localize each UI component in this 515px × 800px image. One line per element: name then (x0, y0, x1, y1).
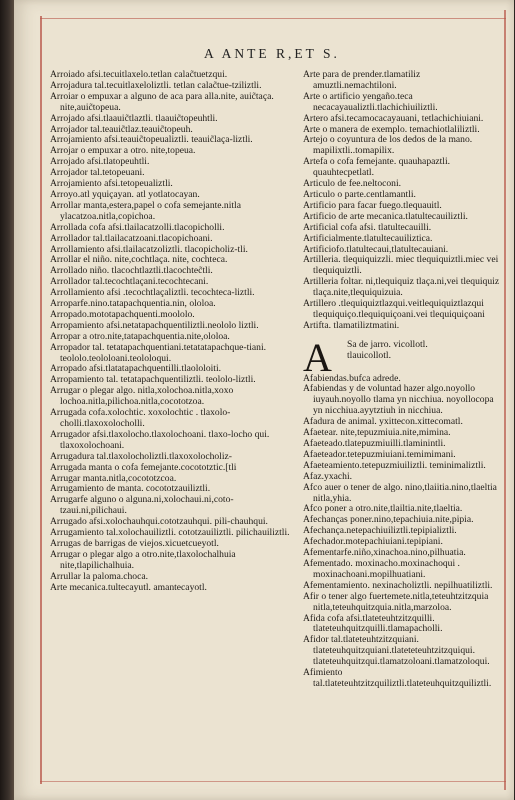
dictionary-entry: Arrollador tal.tecochtlaçani.tecochtecani. (50, 276, 209, 288)
right-column (303, 70, 500, 690)
section-line: tlauicollotl. (347, 349, 391, 361)
dictionary-entry: Afadura de animal. yxittecon.xittecomatl. (303, 416, 463, 428)
dictionary-entry: Arrollado niño. tlacochtlaztli.tlacochtec̃tli. (50, 265, 213, 277)
dictionary-entry: Afco poner a otro.nite,tlailtia.nite,tlaeltia. (303, 503, 463, 515)
dictionary-entry: Afimiento tal.tlateteuhtzitzquiliztli.tlateteuhquitzquiliztli. (303, 667, 492, 689)
dictionary-entry: Afaeteador.tetepuzmiuiani.temimimani. (303, 448, 456, 460)
dictionary-entry: Arrugar o plegar algo a otro.nite,tlaxolochalhuia nite,tlapilichalhuia. (50, 548, 236, 571)
dictionary-entry: Artificial cofa afsi. tlatultecauilli. (303, 221, 432, 233)
dictionary-entry: Artejo o coyuntura de los dedos de la mano. mapilixtli..tomapilix. (303, 134, 473, 157)
dictionary-entry: Articulo o parte.centlamantli. (303, 188, 416, 200)
dictionary-entry: Arropamiento tal. tetatapachquentiliztli. teololo-liztli. (50, 374, 256, 386)
dictionary-entry: Arrugar manta.nitla,cocototzcoa. (50, 472, 177, 484)
dictionary-entry: Afabiendas.bufca adrede. (303, 372, 401, 384)
dictionary-entry: Afementarfe.niño,xinachoa.nino,pilhuatia. (303, 547, 466, 559)
dictionary-entry: Arrugadura tal.tlaxolocholiztli.tlaxoxolocholiz- (50, 450, 232, 462)
dictionary-entry: Arrojadura tal.tecuitlaxeloliztli. tetlan calac̃tue-tziliztli. (50, 79, 262, 91)
dictionary-entry: Arrojador tal.tetopeuani. (50, 167, 145, 179)
dictionary-entry: Arrugador afsi.tlaxolocho.tlaxolochoani. tlaxo-locho qui. tlaxoxolochoani. (50, 428, 270, 451)
margin-rule-left (40, 16, 42, 784)
dictionary-entry: Afechanças poner.nino,tepachiuia.nite,pipia. (303, 514, 474, 526)
dictionary-entry: Arropamiento afsi.netatapachquentiliztli.neololo liztli. (50, 319, 259, 331)
dictionary-entry: Afco auer o tener de algo. nino,tlaiitia.nino,tlaeltia nitla,yhia. (303, 481, 497, 504)
dictionary-entry: Arte o artificio yengaño.teca necacayaualiztli.tlachichiuiliztli. (303, 90, 438, 113)
dictionary-entry: Arrojar o empuxar a otro. nite,topeua. (50, 145, 196, 157)
dictionary-entry: Arrojador tal.teauic̃tlaz.teauic̃topeuh. (50, 123, 193, 135)
dictionary-entry: Arte para de prender.tlamatiliz amuztli.nemachtiloni. (303, 69, 421, 91)
dictionary-entry: Afaeteado.tlatepuzmiuilli.tlaminintli. (303, 438, 446, 449)
dictionary-entry: Articulo de fee.neltoconi. (303, 178, 402, 190)
dictionary-entry: Artilleria. tlequiquizzli. miec tlequiquiztli.miec vei tlequiquiztli. (303, 254, 499, 277)
dictionary-entry: Artificio para facar fuego.tlequauitl. (303, 199, 442, 211)
dictionary-entry: Artificio de arte mecanica.tlatultecauiliztli. (303, 210, 468, 222)
dictionary-entry: Arrollamiento afsi.tlailacatzoliztli. tlacopicholiz-tli. (50, 243, 248, 255)
dictionary-entry: Artificialmente.tlatultecauiliztica. (303, 232, 433, 244)
dictionary-entry: Arrugamiento tal.xolochauiliztli. cototzauiliztli. pilichauiliztli. (50, 527, 290, 539)
dictionary-entry: Artilleria foltar. ni,tlequiquiz tlaça.ni,vei tlequiquiz tlaça.nite,tlequiquizuia. (303, 276, 500, 299)
dictionary-entry: Arroiar o empuxar a alguno de aca para alla.nite, auic̃taça. nite,auic̃topeua. (50, 90, 274, 113)
dictionary-entry: Artillero .tlequiquiztlazqui.veitlequiquiztlazqui tlequiquiço.tlequiquiçoani.vei tlequiquiçoani (303, 298, 485, 320)
dictionary-entry: Arrugarfe alguno o alguna.ni,xolochaui.ni,coto-tzaui.ni,pilichaui. (50, 494, 234, 517)
dictionary-entry: Arropado.mototapachquenti.moololo. (50, 308, 195, 320)
dictionary-entry: Artificiofo.tlatultecaui,tlatultecauiani. (303, 243, 449, 255)
dictionary-entry: Arte o manera de exemplo. temachiotlaliliztli. (303, 123, 480, 135)
dictionary-entry: Afir o tener algo fuertemete.nitla,teteuhtzitzquia nitla,teteuhquitzquia.nitla,marzoloa. (303, 590, 489, 613)
dictionary-entry: Arrugas de barrigas de viejos.xicuetcueyotl. (50, 537, 219, 549)
dictionary-entry: Arrugada manta o cofa femejante.cocototztic.[tli (50, 461, 237, 473)
dictionary-entry: Arrullar la paloma.choca. (50, 570, 149, 582)
dictionary-entry: Arrojado afsi.tlaauic̃tlaztli. tlaauic̃topeuhtli. (50, 112, 218, 124)
dictionary-entry: Arrugado afsi.xolochauhqui.cototzauhqui. pili-chauhqui. (50, 516, 268, 528)
dictionary-entry: Arrojamiento afsi.teauic̃topeualiztli. teauic̃laça-liztli. (50, 134, 253, 146)
dictionary-entry: Arropador tal. tetatapachquentiani.tetatatapachque-tiani. teololo.teololoani.teololoqui. (50, 341, 267, 364)
dictionary-entry: Afabiendas y de voluntad hazer algo.noyollo iuyauh.noyollo tlama yn nicchiua. noyollocopa yn nicchiua.ayytztiuh in nicchiua. (303, 383, 494, 417)
dictionary-entry: Arroyo.atl yquiçayan. atl yotlatocayan. (50, 188, 200, 200)
dictionary-entry: Afechança.netepachiuiliztli.tepipializtli. (303, 525, 457, 537)
dictionary-entry: Arrollador tal.tlailacatzoani.tlacopichoani. (50, 232, 213, 244)
dictionary-entry: Afaetear. nite,tepuzmiuia.nite,mimina. (303, 427, 451, 439)
dictionary-entry: Arropar a otro.nite,tatapachquentia.nite,ololoa. (50, 330, 230, 342)
running-header: A ANTE R,ET S. (204, 46, 340, 61)
dictionary-entry: Arrugar o plegar algo. nitla,xolochoa.nitla,xoxo lochoa.nitla,pilichoa.nitla,cocototzoa. (50, 385, 234, 408)
dictionary-entry: Artifta. tlamatiliztmatini. (303, 319, 400, 331)
dictionary-entry: Arrollar manta,estera,papel o cofa semejante.nitla ylacatzoa.nitla,copichoa. (50, 199, 241, 222)
dictionary-entry: Arroiado afsi.tecuitlaxelo.tetlan calac̃tuetzqui. (50, 69, 228, 80)
dictionary-entry: Arrollar el niño. nite,cochtlaça. nite, cochteca. (50, 254, 228, 266)
dictionary-entry: Afementado. moxinacho.moxinachoqui . moxinachoani.mopilhuatiani. (303, 557, 460, 580)
dictionary-entry: Afidor tal.tlateteuhtzitzquiani. tlateteuhquitzquiani.tlateteteuhtzitzquiqui. tlateteuhquitzqui.tlamatzoloani.tlamatzoloqui. (303, 634, 490, 668)
dictionary-entry: Arrugamiento de manta. cocototzauiliztli. (50, 483, 211, 495)
margin-rule-right (504, 10, 506, 790)
dictionary-entry: Arrollada cofa afsi.tlailacatzolli.tlacopicholli. (50, 221, 225, 233)
dictionary-entry: Artefa o cofa femejante. quauhapaztli. quauhtecpetlatl. (303, 156, 451, 179)
left-column (50, 70, 298, 594)
dictionary-entry: Afechador.motepachiuiani.tepipiani. (303, 536, 443, 548)
dictionary-entry: Arrojado afsi.tlatopeuhtli. (50, 156, 150, 168)
margin-rule-top (40, 18, 506, 19)
margin-rule-bottom (40, 781, 506, 782)
dictionary-entry: Arte mecanica.tultecayutl. amantecayotl. (50, 581, 207, 593)
section-line: Sa de jarro. vicollotl. (347, 338, 428, 350)
dictionary-entry: Arropado afsi.tlatatapachquentilli.tlaololoiti. (50, 363, 222, 375)
decorated-initial: A (303, 334, 332, 380)
dictionary-entry: Arrojamiento afsi.tetopeualiztli. (50, 178, 173, 190)
dictionary-entry: Afementamiento. nexinacholiztli. nepilhuatiliztli. (303, 579, 493, 591)
dictionary-entry: Artero afsi.tecamocacayauani, tetlachichiuiani. (303, 112, 484, 124)
book-binding (0, 0, 14, 800)
dictionary-entry: Arroparfe.nino.tatapachquentia.nin, ololoa. (50, 298, 216, 310)
dictionary-entry: Afaeteamiento.tetepuzmiuiliztli. teminimaliztli. (303, 459, 486, 471)
dictionary-entry: Afida cofa afsi.tlateteuhtzitzquilli. tlateteuhquitzquilli.tlamapacholli. (303, 612, 443, 635)
dictionary-entry: Afaz.yxachi. (303, 470, 353, 482)
dictionary-entry: Arrugada cofa.xolochtic. xoxolochtic . tlaxolo-cholli.tlaxoxolocholli. (50, 407, 231, 429)
dictionary-entry: Arrollamiento afsi .tecochtlaçaliztli. tecochteca-liztli. (50, 287, 255, 299)
